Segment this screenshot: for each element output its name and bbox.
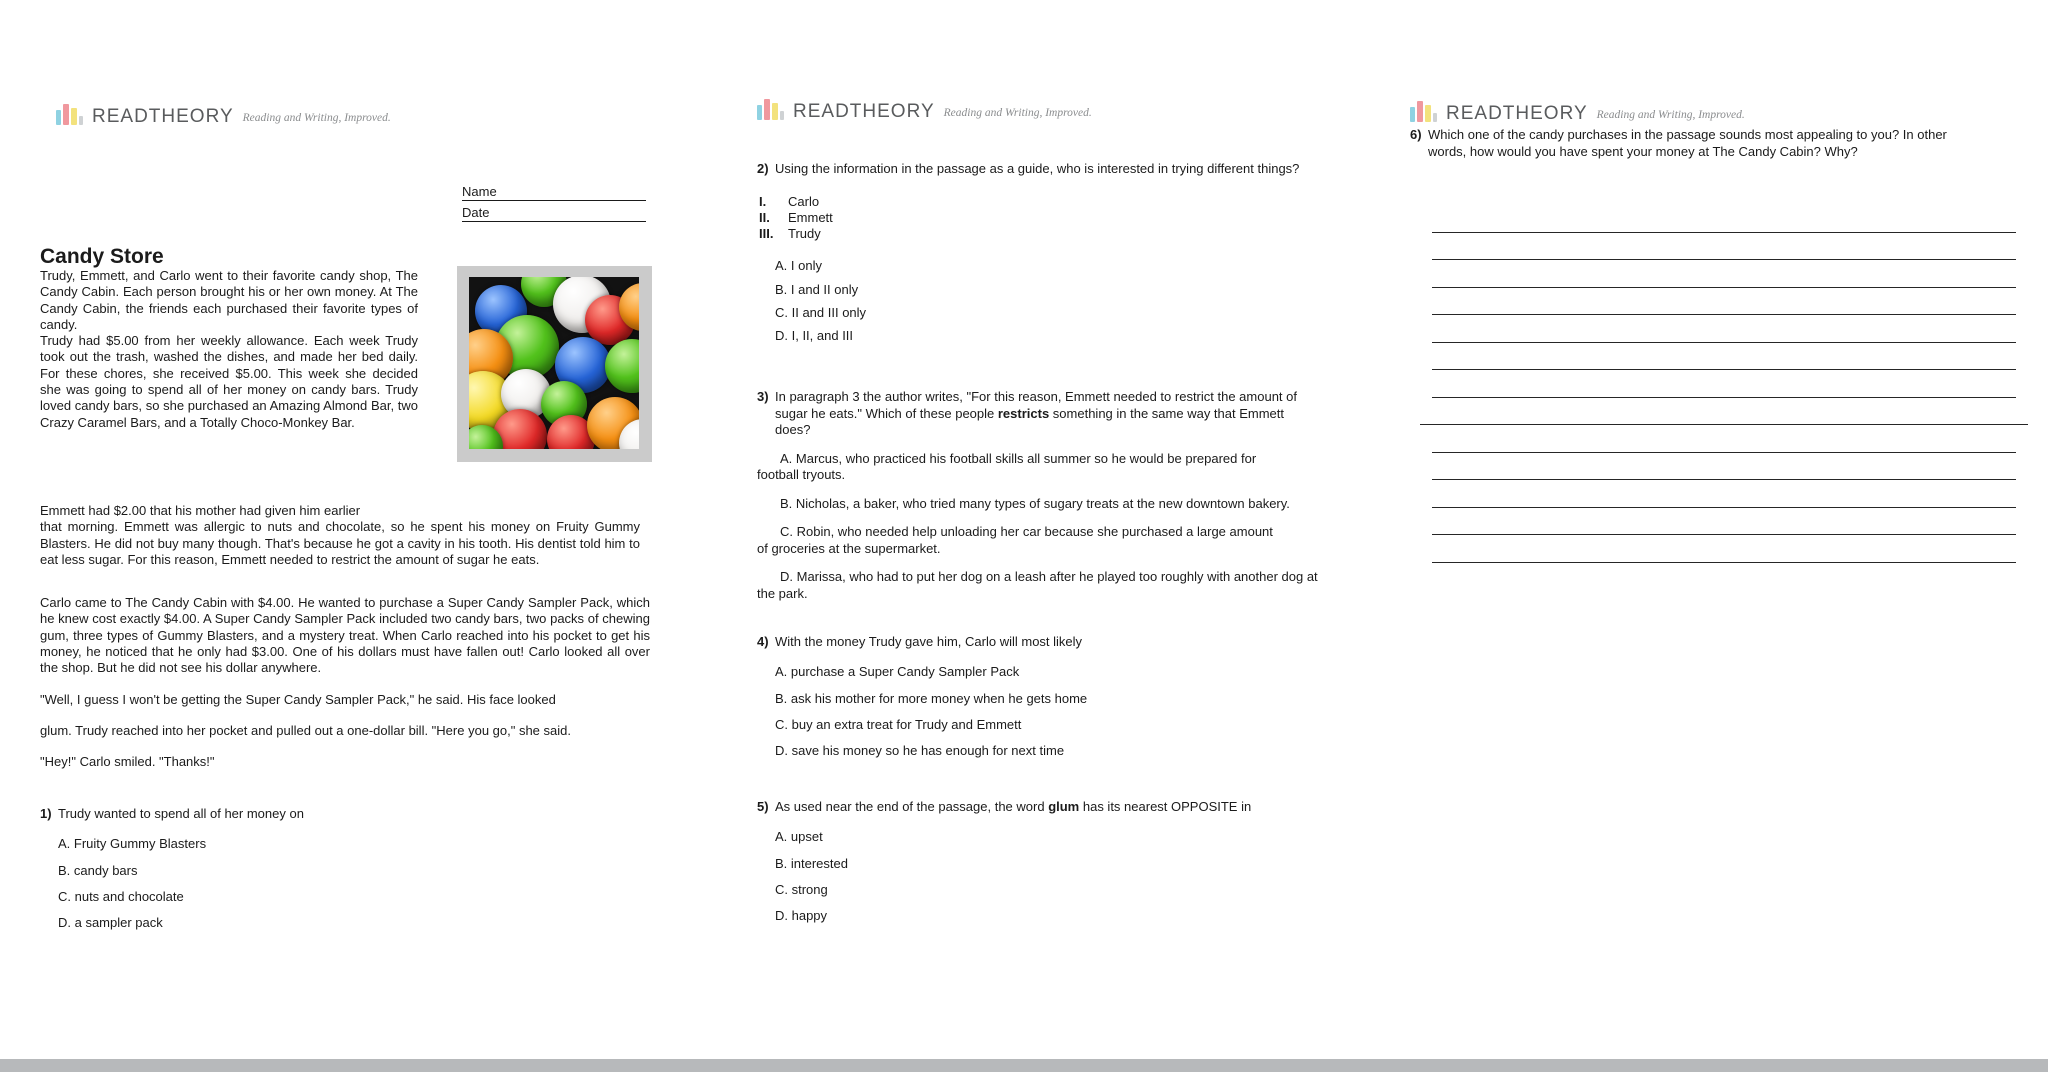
- question-4-option-c: C. buy an extra treat for Trudy and Emmett: [775, 716, 1022, 732]
- books-icon: [56, 104, 83, 126]
- books-icon: [1410, 101, 1437, 123]
- question-4-option-a: A. purchase a Super Candy Sampler Pack: [775, 664, 1020, 680]
- roman-ii-name: Emmett: [788, 210, 833, 226]
- answer-lines: [1432, 205, 2016, 563]
- roman-iii-name: Trudy: [788, 226, 821, 242]
- paragraph-1: Trudy, Emmett, and Carlo went to their favorite candy shop, The Candy Cabin. Each person brought his or her own money. At The Candy Cabin, the friends each purchased their favorite types of candy.: [40, 268, 418, 332]
- logo-text: READTHEORY: [92, 106, 234, 127]
- paragraph-4: Carlo came to The Candy Cabin with $4.00. He wanted to purchase a Super Candy Sampler Pack, which he knew cost exactly $4.00. A Super Candy Sampler Pack included two candy bars, two packs of chewing gum, three types of Gummy Blasters, and a mystery treat. When Carlo reached into his pocket to get his money, he noticed that he only had $3.00. One of his dollars must have fallen out! Carlo looked all over the shop. But he did not see his dollar anywhere.: [40, 595, 650, 676]
- answer-line: [1432, 315, 2016, 343]
- readtheory-logo: [757, 95, 1092, 121]
- passage-column: [40, 268, 418, 431]
- answer-line: [1432, 535, 2016, 563]
- answer-line: [1420, 398, 2028, 426]
- question-2-text: Using the information in the passage as a guide, who is interested in trying different things?: [775, 161, 1300, 176]
- answer-line: [1432, 453, 2016, 481]
- question-2-number: 2): [757, 161, 769, 176]
- answer-line: [1432, 480, 2016, 508]
- dialogue-block: [40, 692, 652, 770]
- dialogue-line: "Hey!" Carlo smiled. "Thanks!": [40, 754, 215, 769]
- question-2-option-d: D. I, II, and III: [775, 328, 854, 344]
- question-4-number: 4): [757, 634, 769, 649]
- roman-i: I.: [759, 194, 767, 210]
- logo-tagline: Reading and Writing, Improved.: [242, 112, 391, 124]
- readtheory-logo: [56, 100, 391, 126]
- roman-i-name: Carlo: [788, 194, 820, 210]
- question-5-option-b: B. interested: [775, 855, 848, 871]
- question-3: [757, 389, 1397, 602]
- dialogue-line: "Well, I guess I won't be getting the Super Candy Sampler Pack," he said. His face looked: [40, 692, 556, 707]
- books-icon: [757, 99, 784, 121]
- answer-line: [1432, 343, 2016, 371]
- date-field: Date: [462, 205, 646, 222]
- answer-line: [1432, 288, 2016, 316]
- question-1: [40, 806, 662, 931]
- question-5-option-a: A. upset: [775, 829, 823, 845]
- bold-word-restricts: restricts: [997, 405, 1050, 421]
- logo-tagline: Reading and Writing, Improved.: [1596, 109, 1745, 121]
- question-5-option-c: C. strong: [775, 881, 828, 897]
- question-5-number: 5): [757, 799, 769, 814]
- roman-numeral-list: [759, 194, 1397, 242]
- question-1-number: 1): [40, 806, 52, 821]
- question-4-text: With the money Trudy gave him, Carlo will most likely: [775, 634, 1083, 649]
- answer-line: [1432, 508, 2016, 536]
- question-2-option-c: C. II and III only: [775, 304, 867, 320]
- paragraph-3-rest: that morning. Emmett was allergic to nuts and chocolate, so he spent his money on Fruity Gummy Blasters. He did not buy many though. That's because he got a cavity in his tooth. His dentist told him to eat less sugar. For this reason, Emmett needed to restrict the amount of sugar he eats.: [40, 519, 640, 567]
- question-5: [757, 799, 1397, 924]
- viewer-bottom-edge: [0, 1059, 2048, 1072]
- question-3-option-a: A. Marcus, who practiced his football skills all summer so he would be prepared for football tryouts.: [757, 450, 1257, 482]
- question-4: [757, 634, 1397, 759]
- gumballs-photo: [469, 277, 639, 449]
- question-4-option-d: D. save his money so he has enough for next time: [775, 743, 1065, 759]
- dialogue-line: glum. Trudy reached into her pocket and pulled out a one-dollar bill. "Here you go," she said.: [40, 723, 571, 738]
- name-field: Name: [462, 184, 646, 201]
- question-4-option-b: B. ask his mother for more money when he gets home: [775, 690, 1088, 706]
- answer-line: [1432, 233, 2016, 261]
- question-3-option-c: C. Robin, who needed help unloading her car because she purchased a large amount of groceries at the supermarket.: [757, 524, 1273, 556]
- readtheory-logo: [1410, 97, 1745, 123]
- question-3-text: In paragraph 3 the author writes, "For this reason, Emmett needed to restrict the amount of sugar he eats." Which of these people restricts something in the same way that Emmett does?: [775, 389, 1297, 437]
- question-1-option-a: A. Fruity Gummy Blasters: [58, 836, 207, 852]
- answer-line: [1432, 370, 2016, 398]
- passage-title: Candy Store: [40, 245, 164, 269]
- answer-line: [1432, 425, 2016, 453]
- question-3-number: 3): [757, 389, 769, 404]
- question-1-text: Trudy wanted to spend all of her money on: [58, 806, 304, 821]
- question-1-option-c: C. nuts and chocolate: [58, 888, 184, 904]
- logo-text: READTHEORY: [1446, 103, 1588, 124]
- question-2-option-b: B. I and II only: [775, 281, 859, 297]
- roman-ii: II.: [759, 210, 770, 226]
- question-3-option-d: D. Marissa, who had to put her dog on a leash after he played too roughly with another dog at the park.: [757, 569, 1318, 601]
- bold-word-glum: glum: [1048, 799, 1080, 814]
- logo-text: READTHEORY: [793, 101, 935, 122]
- question-2-option-a: A. I only: [775, 258, 822, 274]
- paragraph-2: Trudy had $5.00 from her weekly allowance. Each week Trudy took out the trash, washed the dishes, and made her bed daily. For these chores, she received $5.00. This week she decided she was going to spend all of her money on candy bars. Trudy loved candy bars, so she purchased an Amazing Almond Bar, two Crazy Caramel Bars, and a Totally Choco-Monkey Bar.: [40, 333, 418, 430]
- question-1-option-b: B. candy bars: [58, 862, 138, 878]
- question-5-option-d: D. happy: [775, 908, 828, 924]
- question-6-text: Which one of the candy purchases in the passage sounds most appealing to you? In other words, how would you have spent your money at The Candy Cabin? Why?: [1428, 127, 1947, 159]
- question-6-number: 6): [1410, 127, 1422, 142]
- question-5-text: As used near the end of the passage, the word glum has its nearest OPPOSITE in: [775, 799, 1252, 814]
- paragraph-3: [40, 503, 650, 568]
- question-3-option-b: B. Nicholas, a baker, who tried many types of sugary treats at the new downtown bakery.: [780, 495, 1290, 511]
- gumballs-image-frame: [457, 266, 652, 462]
- answer-line: [1432, 205, 2016, 233]
- question-2: [757, 161, 1397, 344]
- question-1-option-d: D. a sampler pack: [58, 915, 163, 931]
- question-6: [1410, 126, 2048, 160]
- paragraph-3-lead: Emmett had $2.00 that his mother had given him earlier: [40, 503, 361, 518]
- logo-tagline: Reading and Writing, Improved.: [943, 107, 1092, 119]
- name-date-block: [462, 184, 646, 226]
- roman-iii: III.: [759, 226, 774, 242]
- answer-line: [1432, 260, 2016, 288]
